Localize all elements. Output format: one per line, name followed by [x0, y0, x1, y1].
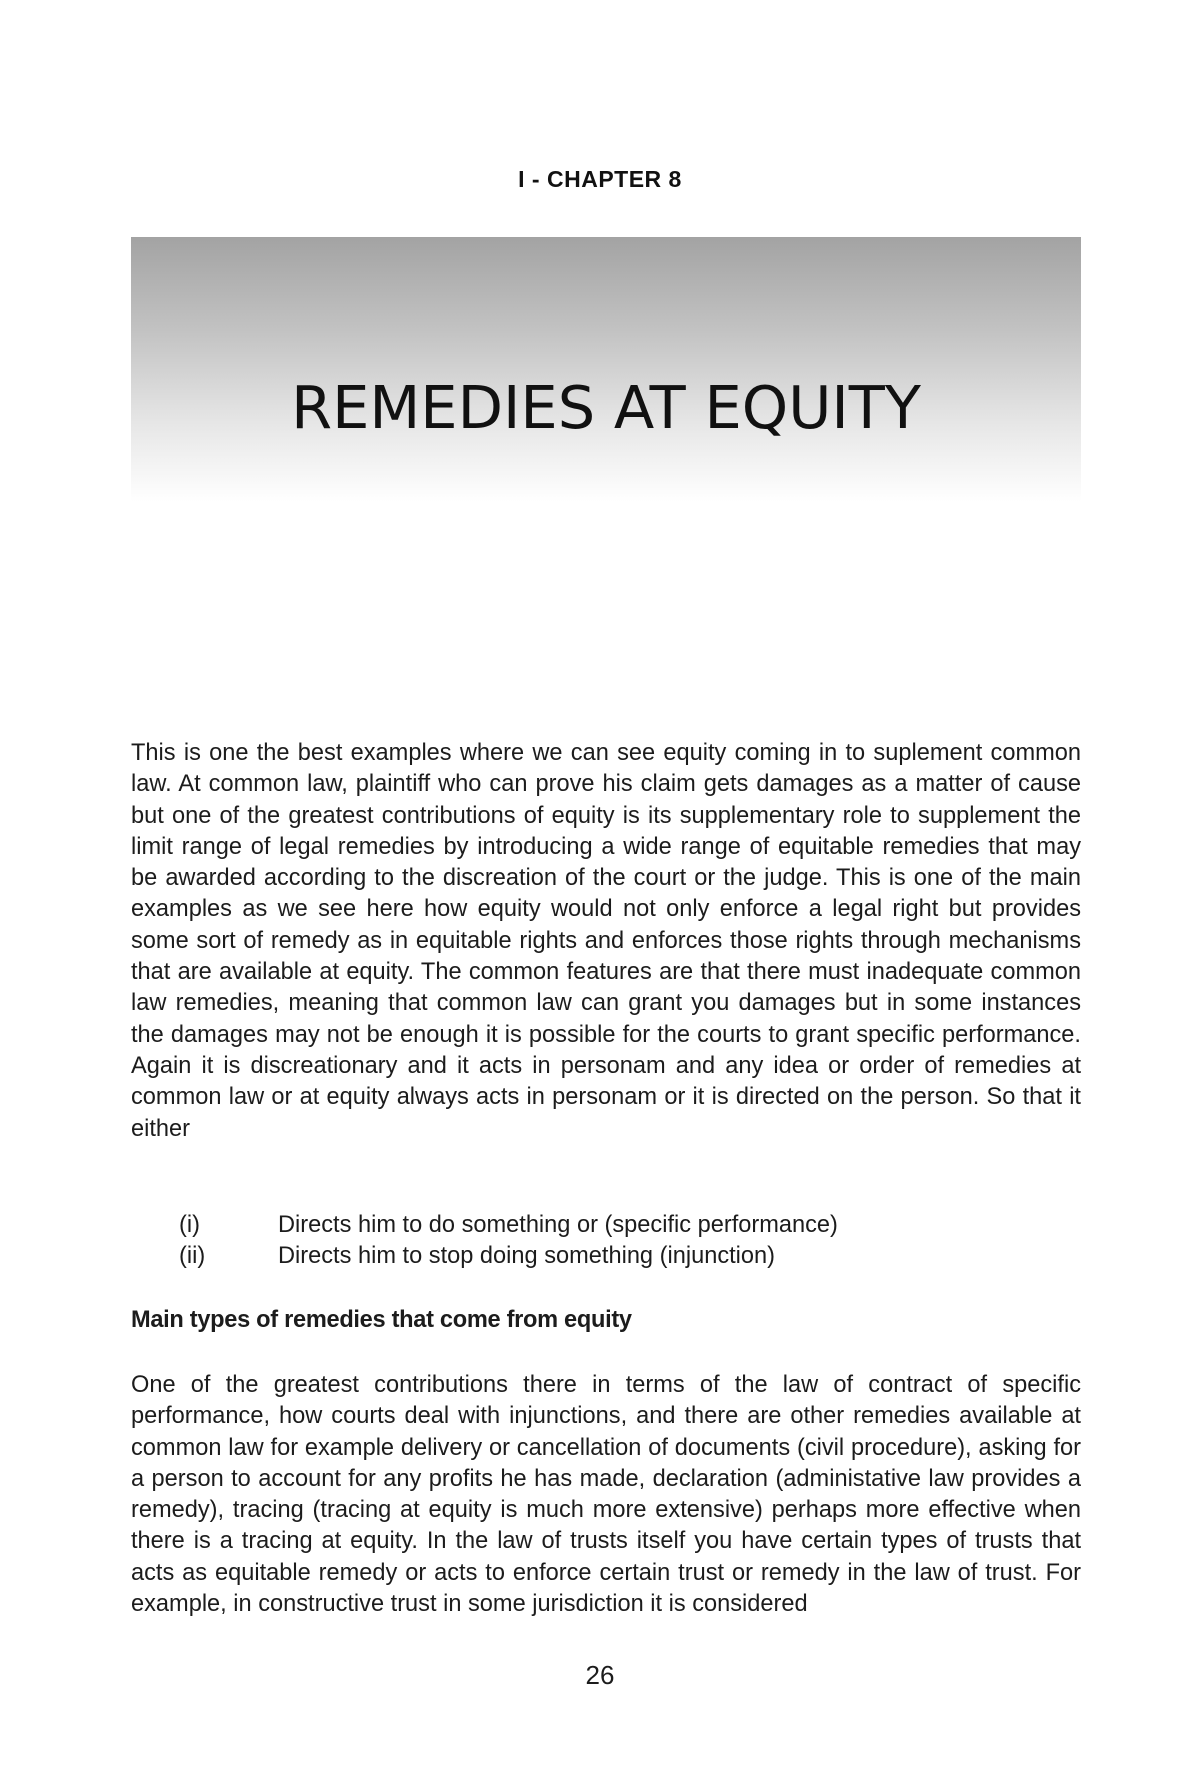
- section-heading: Main types of remedies that come from equity: [131, 1307, 632, 1333]
- list-item-text: Directs him to do something or (specific performance): [278, 1212, 838, 1238]
- remedy-list: [131, 1210, 1081, 1273]
- list-item: [131, 1210, 1081, 1241]
- page-title: REMEDIES AT EQUITY: [291, 373, 921, 442]
- list-item-number: (ii): [179, 1243, 206, 1270]
- title-banner: [131, 237, 1081, 502]
- intro-paragraph: This is one the best examples where we can see equity coming in to suplement common law. At common law, plaintiff who can prove his claim gets damages as a matter of cause but one of the greatest contributions of equity is its supplementary role to supplement the limit range of legal remedies by introducing a wide range of equitable remedies that may be awarded according to the discreation of the court or the judge. This is one of the main examples as we see here how equity would not only enforce a legal right but provides some sort of remedy as in equitable rights and enforces those rights through mechanisms that are available at equity. The common features are that there must inadequate common law remedies, meaning that common law can grant you damages but in some instances the damages may not be enough it is possible for the courts to grant specific performance. Again it is discreationary and it acts in personam and any idea or order of remedies at common law or at equity always acts in personam or it is directed on the person. So that it either: [131, 740, 1081, 1142]
- list-item: [131, 1241, 1081, 1272]
- page-number: 26: [585, 1660, 615, 1690]
- chapter-label: I - CHAPTER 8: [518, 166, 682, 192]
- remedies-paragraph: One of the greatest contributions there in terms of the law of contract of specific performance, how courts deal with injunctions, and there are other remedies available at common law for example delivery or cancellation of documents (civil procedure), asking for a person to account for any profits he has made, declaration (administative law provides a remedy), tracing (tracing at equity is much more extensive) perhaps more effective when there is a tracing at equity. In the law of trusts itself you have certain types of trusts that acts as equitable remedy or acts to enforce certain trust or remedy in the law of trust. For example, in constructive trust in some jurisdiction it is considered: [131, 1372, 1081, 1618]
- list-item-number: (i): [179, 1212, 200, 1238]
- list-item-text: Directs him to stop doing something (injunction): [278, 1243, 776, 1270]
